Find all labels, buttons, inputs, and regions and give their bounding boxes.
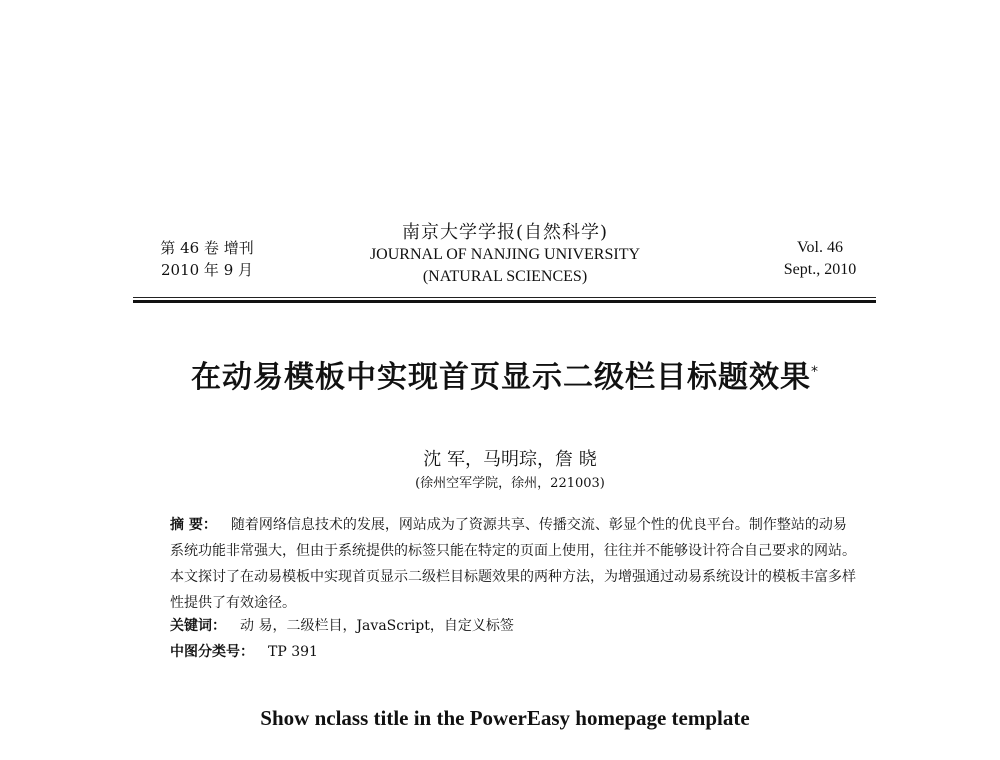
publication-date-en: Sept., 2010 [783,261,857,278]
authors: 沈 军，马明琮，詹 晓 [423,449,597,470]
volume-issue: 第 46 卷 增刊 [160,239,254,257]
english-title: Show nclass title in the PowerEasy homepage template [260,706,750,730]
publication-date-cn: 2010 年 9 月 [160,261,254,279]
classification-code: TP 391 [268,644,318,660]
volume-info [142,237,272,281]
volume-info-en [760,237,880,281]
paper-title [150,352,860,396]
volume-en: Vol. 46 [797,239,843,256]
abstract-label: 摘 要： [170,517,217,533]
abstract [170,512,860,616]
journal-name-en: JOURNAL OF NANJING UNIVERSITY [369,246,641,263]
paper-title-text: 在动易模板中实现首页显示二级栏目标题效果 [191,360,811,395]
affiliation: (徐州空军学院，徐州，221003) [415,476,605,491]
journal-subtitle-en: (NATURAL SCIENCES) [422,268,588,285]
header-rule-thick [133,300,876,303]
classification [170,640,860,664]
journal-name [330,222,680,288]
title-footnote-mark: * [811,364,819,380]
journal-name-cn: 南京大学学报(自然科学) [401,222,609,243]
keywords [170,614,860,638]
keywords-label: 关键词： [170,618,226,634]
keywords-text: 动 易，二级栏目，JavaScript，自定义标签 [240,618,514,634]
abstract-text: 随着网络信息技术的发展，网站成为了资源共享、传播交流、彰显个性的优良平台。制作整站的动易系统功能非常强大，但由于系统提供的标签只能在特定的页面上使用，往往并不能够设计符合自己要求的网站。本文探讨了在动易模板中实现首页显示二级栏目标题效果的两种方法，为增强通过动易系统设计的模板丰富多样性提供了有效途径。 [170,517,856,611]
classification-label: 中图分类号： [170,644,254,660]
header-rule-thin [133,297,876,298]
